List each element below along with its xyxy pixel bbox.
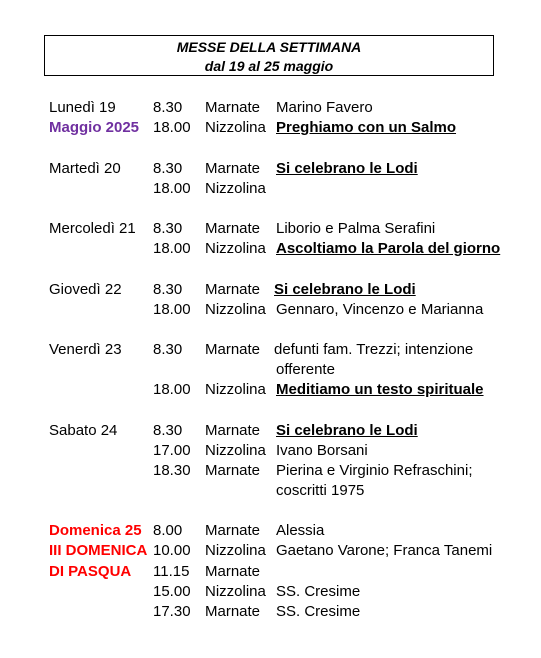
day-label: Sabato 24: [49, 422, 118, 439]
mass-location: Marnate: [205, 462, 261, 479]
mass-location: Nizzolina: [205, 381, 266, 398]
mass-time: 8.30: [153, 281, 183, 298]
schedule-row: [0, 239, 541, 259]
schedule-row: [0, 219, 541, 239]
schedule-row: [0, 118, 541, 138]
schedule-row: [0, 582, 541, 602]
mass-time: 18.00: [153, 240, 191, 257]
schedule-row: [0, 481, 541, 501]
mass-intention: coscritti 1975: [276, 482, 365, 499]
schedule-row: [0, 98, 541, 118]
schedule-row: [0, 280, 541, 300]
title-box: [44, 35, 494, 76]
mass-intention: SS. Cresime: [276, 603, 361, 620]
mass-location: Marnate: [205, 220, 261, 237]
mass-intention: Ascoltiamo la Parola del giorno: [276, 240, 501, 257]
day-label: Martedì 20: [49, 160, 121, 177]
mass-time: 18.00: [153, 381, 191, 398]
day-label: Venerdì 23: [49, 341, 122, 358]
mass-time: 18.00: [153, 119, 191, 136]
schedule-row: [0, 380, 541, 400]
mass-intention: Meditiamo un testo spirituale: [276, 381, 484, 398]
day-label: Giovedì 22: [49, 281, 122, 298]
mass-time: 8.00: [153, 522, 183, 539]
mass-time: 15.00: [153, 583, 191, 600]
schedule-row: [0, 179, 541, 199]
schedule-row: [0, 340, 541, 360]
mass-location: Nizzolina: [205, 180, 266, 197]
mass-location: Marnate: [205, 563, 261, 580]
schedule-row: [0, 159, 541, 179]
mass-location: Marnate: [205, 281, 261, 298]
schedule-row: [0, 441, 541, 461]
mass-intention: Pierina e Virginio Refraschini;: [276, 462, 473, 479]
mass-time: 8.30: [153, 160, 183, 177]
sunday-label: III DOMENICA: [49, 542, 148, 559]
schedule-row: [0, 521, 541, 541]
schedule-row: [0, 541, 541, 561]
sunday-label: Domenica 25: [49, 522, 142, 539]
schedule-row: [0, 300, 541, 320]
mass-location: Nizzolina: [205, 583, 266, 600]
mass-time: 18.30: [153, 462, 191, 479]
mass-time: 8.30: [153, 99, 183, 116]
mass-time: 8.30: [153, 422, 183, 439]
schedule-row: [0, 360, 541, 380]
mass-intention: Si celebrano le Lodi: [276, 422, 418, 439]
schedule-row: [0, 461, 541, 481]
mass-location: Marnate: [205, 99, 261, 116]
mass-intention: SS. Cresime: [276, 583, 361, 600]
schedule-row: [0, 602, 541, 622]
mass-time: 10.00: [153, 542, 191, 559]
mass-location: Marnate: [205, 422, 261, 439]
schedule-row: [0, 421, 541, 441]
mass-time: 8.30: [153, 220, 183, 237]
mass-intention: Alessia: [276, 522, 325, 539]
schedule-row: [0, 562, 541, 582]
mass-time: 11.15: [153, 563, 190, 580]
month-label: Maggio 2025: [49, 119, 140, 136]
mass-location: Nizzolina: [205, 119, 266, 136]
mass-intention: Preghiamo con un Salmo: [276, 119, 457, 136]
day-label: Mercoledì 21: [49, 220, 136, 237]
mass-intention: Gaetano Varone; Franca Tanemi: [276, 542, 493, 559]
mass-intention: Gennaro, Vincenzo e Marianna: [276, 301, 484, 318]
page-subtitle: dal 19 al 25 maggio: [204, 58, 334, 74]
mass-time: 18.00: [153, 301, 191, 318]
mass-time: 8.30: [153, 341, 183, 358]
mass-intention: Si celebrano le Lodi: [274, 281, 416, 298]
mass-location: Nizzolina: [205, 542, 266, 559]
mass-location: Nizzolina: [205, 240, 266, 257]
mass-intention: Liborio e Palma Serafini: [276, 220, 436, 237]
mass-time: 18.00: [153, 180, 191, 197]
mass-intention: offerente: [276, 361, 335, 378]
mass-intention: Ivano Borsani: [276, 442, 368, 459]
page-title: MESSE DELLA SETTIMANA: [176, 39, 362, 55]
mass-location: Nizzolina: [205, 301, 266, 318]
day-label: Lunedì 19: [49, 99, 116, 116]
mass-time: 17.00: [153, 442, 191, 459]
mass-intention: defunti fam. Trezzi; intenzione: [274, 341, 474, 358]
mass-intention: Marino Favero: [276, 99, 373, 116]
mass-location: Marnate: [205, 160, 261, 177]
sunday-label: DI PASQUA: [49, 563, 132, 580]
mass-location: Marnate: [205, 522, 261, 539]
mass-location: Nizzolina: [205, 442, 266, 459]
mass-intention: Si celebrano le Lodi: [276, 160, 418, 177]
mass-location: Marnate: [205, 341, 261, 358]
mass-location: Marnate: [205, 603, 261, 620]
mass-time: 17.30: [153, 603, 191, 620]
